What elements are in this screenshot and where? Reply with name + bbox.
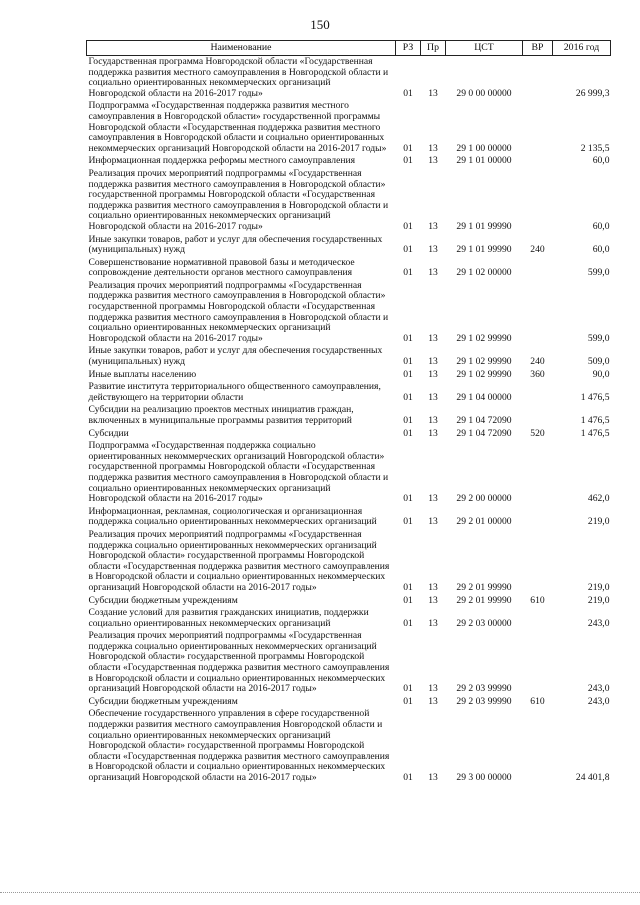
- row-cst: 29 2 03 99990: [456, 683, 512, 695]
- row-rz: 01: [403, 332, 413, 344]
- row-rz: 01: [403, 493, 413, 505]
- row-cst: 29 2 01 99990: [456, 581, 512, 593]
- row-name: Совершенствование нормативной правовой базы и методическое сопровождение деятельности органов местного самоуправления: [88, 256, 355, 279]
- row-amount: 1 476,5: [580, 415, 610, 426]
- row-cst: 29 2 01 00000: [456, 516, 512, 528]
- row-rz: 01: [403, 356, 413, 368]
- row-vr: [523, 529, 553, 595]
- table-row: [87, 168, 611, 234]
- row-rz: 01: [403, 368, 413, 380]
- row-amount: 243,0: [587, 683, 610, 695]
- row-amount: 24 401,8: [575, 772, 610, 783]
- row-pr: 13: [428, 493, 438, 505]
- row-vr: 610: [530, 594, 545, 606]
- row-vr: [523, 506, 553, 529]
- row-name: Реализация прочих мероприятий подпрограммы «Государственная поддержка социально ориентированных некоммерческих организаций Новгородской области» государственной программы Новгородской области «Государственная поддержка развития местного самоуправления в Новгородской области и социально ориентированных некоммерческих организаций Новгородской области на 2016-2017 годы»: [88, 630, 390, 695]
- row-amount: 60,0: [592, 244, 610, 256]
- row-cst: 29 1 04 72090: [456, 427, 512, 439]
- row-rz: 01: [403, 427, 413, 439]
- row-pr: 13: [428, 581, 438, 593]
- budget-table: [86, 40, 611, 785]
- row-amount: 509,0: [587, 356, 610, 368]
- table-row: [87, 595, 611, 608]
- row-vr: [523, 630, 553, 696]
- row-rz: 01: [403, 695, 413, 707]
- row-cst: 29 0 00 00000: [456, 87, 512, 99]
- table-row: [87, 155, 611, 168]
- row-name: Субсидии бюджетным учреждениям: [88, 594, 238, 606]
- header-cst: ЦСТ: [446, 41, 523, 56]
- row-cst: 29 2 01 99990: [456, 594, 512, 606]
- row-rz: 01: [403, 772, 413, 783]
- row-vr: 240: [530, 356, 545, 368]
- row-amount: 462,0: [587, 493, 610, 505]
- row-name: Субсидии: [88, 427, 129, 439]
- row-name: Создание условий для развития гражданских инициатив, поддержки социально ориентированных некоммерческих организаций: [88, 607, 369, 629]
- row-name: Обеспечение государственного управления в сфере государственной поддержки развития местного самоуправления Новгородской области и социально ориентированных некоммерческих организаций Новгородской области» государственной программы Новгородской области «Государственная поддержка развития местного самоуправления в Новгородской области и социально ориентированных некоммерческих организаций Новгородской области на 2016-2017 годы»: [88, 708, 390, 783]
- row-vr: [523, 440, 553, 506]
- row-amount: 1 476,5: [580, 391, 610, 403]
- row-vr: [523, 155, 553, 168]
- row-name: Субсидии на реализацию проектов местных инициатив граждан, включенных в муниципальные программы развития территорий: [88, 404, 354, 426]
- row-rz: 01: [403, 267, 413, 279]
- row-rz: 01: [403, 516, 413, 528]
- table-row: [87, 234, 611, 257]
- row-amount: 90,0: [592, 368, 610, 380]
- row-name: Подпрограмма «Государственная поддержка развития местного самоуправления в Новгородской области» государственной программы Новгородской области «Государственная поддержка развития местного самоуправления в Новгородской области и социально ориентированных некоммерческих организаций Новгородской области на 2016-2017 годы»: [88, 100, 387, 154]
- row-cst: 29 1 04 72090: [456, 415, 512, 426]
- row-amount: 60,0: [592, 155, 610, 167]
- row-rz: 01: [403, 594, 413, 606]
- row-rz: 01: [403, 244, 413, 256]
- table-row: [87, 280, 611, 346]
- row-pr: 13: [428, 332, 438, 344]
- row-pr: 13: [428, 683, 438, 695]
- row-rz: 01: [403, 142, 413, 154]
- row-vr: 240: [530, 244, 545, 256]
- row-vr: [523, 404, 553, 427]
- row-cst: 29 1 02 99990: [456, 332, 512, 344]
- table-row: [87, 428, 611, 441]
- row-name: Государственная программа Новгородской области «Государственная поддержка развития местного самоуправления в Новгородской области и социально ориентированных некоммерческих организаций Новгородской области на 2016-2017 годы»: [88, 56, 389, 99]
- row-name: Иные закупки товаров, работ и услуг для обеспечения государственных (муниципальных) нужд: [88, 233, 383, 256]
- row-rz: 01: [403, 391, 413, 403]
- header-rz: РЗ: [396, 41, 421, 56]
- header-pr: Пр: [421, 41, 446, 56]
- table-row: [87, 257, 611, 280]
- row-vr: [523, 708, 553, 784]
- table-row: [87, 381, 611, 404]
- row-pr: 13: [428, 695, 438, 707]
- row-name: Развитие института территориального общественного самоуправления, действующего на территории области: [88, 381, 381, 403]
- row-vr: [523, 381, 553, 404]
- row-name: Иные выплаты населению: [88, 368, 197, 380]
- table-row: [87, 696, 611, 709]
- row-cst: 29 1 02 99990: [456, 356, 512, 368]
- table-row: [87, 56, 611, 101]
- row-amount: 219,0: [587, 594, 610, 606]
- table-row: [87, 369, 611, 382]
- table-row: [87, 440, 611, 506]
- row-amount: 2 135,5: [580, 142, 610, 154]
- table-row: [87, 630, 611, 696]
- row-amount: 243,0: [587, 695, 610, 707]
- row-name: Субсидии бюджетным учреждениям: [88, 695, 238, 707]
- row-vr: [523, 280, 553, 346]
- row-rz: 01: [403, 415, 413, 426]
- row-pr: 13: [428, 415, 438, 426]
- row-cst: 29 2 03 99990: [456, 695, 512, 707]
- page-bottom-edge: [0, 892, 640, 895]
- row-amount: 599,0: [587, 267, 610, 279]
- row-cst: 29 3 00 00000: [456, 772, 512, 783]
- row-vr: [523, 257, 553, 280]
- row-amount: 26 999,3: [575, 87, 610, 99]
- row-cst: 29 1 04 00000: [456, 391, 512, 403]
- row-pr: 13: [428, 516, 438, 528]
- row-amount: 1 476,5: [580, 427, 610, 439]
- row-vr: [523, 56, 553, 101]
- row-pr: 13: [428, 356, 438, 368]
- header-year: 2016 год: [553, 41, 611, 56]
- row-name: Реализация прочих мероприятий подпрограммы «Государственная поддержка развития местного самоуправления в Новгородской области» государственной программы Новгородской области «Государственная поддержка развития местного самоуправления в Новгородской области и социально ориентированных некоммерческих организаций Новгородской области на 2016-2017 годы»: [88, 279, 389, 344]
- row-name: Иные закупки товаров, работ и услуг для обеспечения государственных (муниципальных) нужд: [88, 345, 383, 368]
- row-amount: 60,0: [592, 220, 610, 232]
- row-amount: 219,0: [587, 516, 610, 528]
- row-rz: 01: [403, 155, 413, 167]
- row-vr: [523, 168, 553, 234]
- table-row: [87, 506, 611, 529]
- row-pr: 13: [428, 87, 438, 99]
- header-name: Наименование: [87, 41, 396, 56]
- row-pr: 13: [428, 772, 438, 783]
- page-number: 150: [310, 17, 330, 32]
- table-row: [87, 345, 611, 368]
- row-pr: 13: [428, 155, 438, 167]
- row-cst: 29 2 00 00000: [456, 493, 512, 505]
- row-cst: 29 1 02 00000: [456, 267, 512, 279]
- table-row: [87, 100, 611, 155]
- table-header-row: [87, 41, 611, 56]
- row-name: Информационная поддержка реформы местного самоуправления: [88, 155, 356, 167]
- row-rz: 01: [403, 617, 413, 629]
- row-cst: 29 1 02 99990: [456, 368, 512, 380]
- row-cst: 29 2 03 00000: [456, 617, 512, 629]
- row-pr: 13: [428, 142, 438, 154]
- row-vr: 610: [530, 695, 545, 707]
- table-row: [87, 529, 611, 595]
- row-cst: 29 1 01 99990: [456, 220, 512, 232]
- row-pr: 13: [428, 594, 438, 606]
- row-amount: 219,0: [587, 581, 610, 593]
- row-pr: 13: [428, 427, 438, 439]
- row-pr: 13: [428, 220, 438, 232]
- row-vr: 520: [530, 427, 545, 439]
- row-rz: 01: [403, 87, 413, 99]
- row-vr: 360: [530, 368, 545, 380]
- row-pr: 13: [428, 267, 438, 279]
- table-row: [87, 607, 611, 630]
- row-pr: 13: [428, 244, 438, 256]
- row-name: Реализация прочих мероприятий подпрограммы «Государственная поддержка социально ориентированных некоммерческих организаций Новгородской области» государственной программы Новгородской области «Государственная поддержка развития местного самоуправления в Новгородской области и социально ориентированных некоммерческих организаций Новгородской области на 2016-2017 годы»: [88, 528, 390, 593]
- row-vr: [523, 607, 553, 630]
- row-pr: 13: [428, 368, 438, 380]
- row-cst: 29 1 01 00000: [456, 155, 512, 167]
- header-vr: ВР: [523, 41, 553, 56]
- table-row: [87, 708, 611, 784]
- row-rz: 01: [403, 220, 413, 232]
- row-pr: 13: [428, 617, 438, 629]
- row-name: Реализация прочих мероприятий подпрограммы «Государственная поддержка развития местного самоуправления в Новгородской области» государственной программы Новгородской области «Государственная поддержка развития местного самоуправления в Новгородской области и социально ориентированных некоммерческих организаций Новгородской области на 2016-2017 годы»: [88, 167, 389, 232]
- row-name: Подпрограмма «Государственная поддержка социально ориентированных некоммерческих организаций Новгородской области» государственной программы Новгородской области «Государственная поддержка развития местного самоуправления в Новгородской области и социально ориентированных некоммерческих организаций Новгородской области на 2016-2017 годы»: [88, 440, 389, 505]
- table-row: [87, 404, 611, 427]
- row-vr: [523, 100, 553, 155]
- table-body: [87, 56, 611, 785]
- row-cst: 29 1 01 99990: [456, 244, 512, 256]
- row-rz: 01: [403, 581, 413, 593]
- row-amount: 599,0: [587, 332, 610, 344]
- row-rz: 01: [403, 683, 413, 695]
- row-cst: 29 1 00 00000: [456, 142, 512, 154]
- row-name: Информационная, рекламная, социологическая и организационная поддержка социально ориентированных некоммерческих организаций: [88, 505, 377, 528]
- row-amount: 243,0: [587, 617, 610, 629]
- row-pr: 13: [428, 391, 438, 403]
